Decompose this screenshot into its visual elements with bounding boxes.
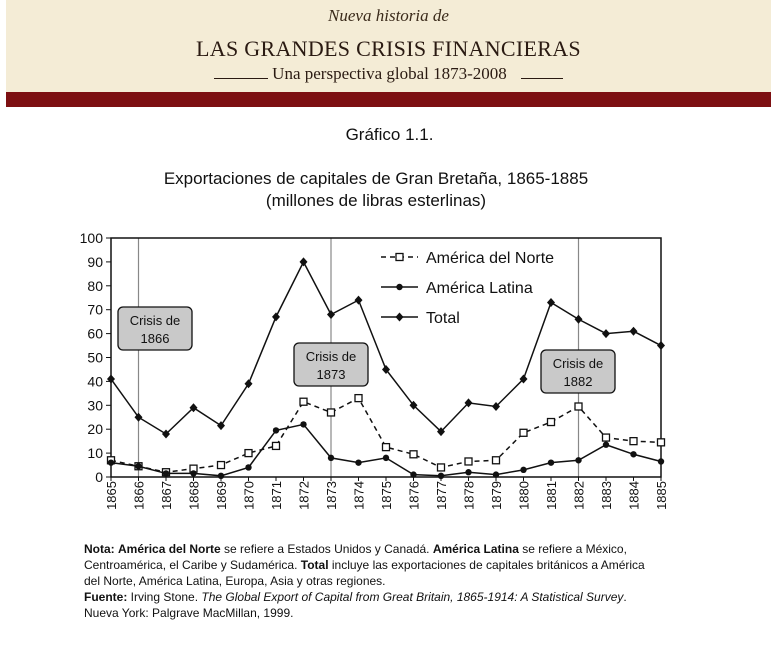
data-point-am-rica-del-norte (658, 439, 665, 446)
nota-text-1: se refiere a Estados Unidos y Canadá. (220, 542, 433, 556)
x-tick-label: 1869 (214, 481, 229, 510)
data-point-am-rica-del-norte (575, 403, 582, 410)
data-point-am-rica-del-norte (273, 442, 280, 449)
data-point-total (355, 296, 363, 305)
book-title: LAS GRANDES CRISIS FINANCIERAS (196, 36, 581, 61)
data-point-am-rica-del-norte (630, 438, 637, 445)
crisis-annotation-1866 (118, 307, 192, 350)
data-point-am-rica-latina (493, 471, 499, 477)
data-point-am-rica-del-norte (218, 462, 225, 469)
data-point-am-rica-latina (273, 427, 279, 433)
y-tick-label: 90 (87, 253, 103, 270)
x-tick-label: 1883 (599, 481, 614, 510)
x-tick-label: 1867 (159, 481, 174, 510)
crisis-label-line1: Crisis de (305, 349, 357, 364)
x-tick-label: 1873 (324, 481, 339, 510)
crisis-label-line1: Crisis de (129, 313, 181, 328)
y-tick-label: 10 (87, 445, 103, 462)
data-point-total (657, 341, 665, 350)
data-point-total (575, 315, 583, 324)
y-tick-label: 40 (87, 373, 103, 390)
data-point-am-rica-del-norte (410, 451, 417, 458)
y-tick-label: 70 (87, 301, 103, 318)
fuente-book-title: The Global Export of Capital from Great Britain, 1865-1914: A Statistical Survey (201, 590, 624, 604)
crisis-annotation-1873 (294, 343, 368, 386)
x-tick-label: 1879 (489, 481, 504, 510)
data-point-am-rica-del-norte (383, 444, 390, 451)
series-title: Nueva historia de (328, 6, 449, 25)
data-point-am-rica-latina (218, 473, 224, 479)
nota-term-latin-america: América Latina (432, 542, 519, 556)
x-tick-label: 1872 (296, 481, 312, 510)
y-tick-label: 30 (87, 397, 103, 414)
fuente-publisher: . Nueva York: Palgrave MacMillan, 1999. (84, 590, 627, 620)
data-point-total (272, 312, 280, 321)
data-point-am-rica-del-norte (520, 429, 527, 436)
crisis-label-year: 1882 (563, 374, 593, 389)
data-point-am-rica-del-norte (438, 464, 445, 471)
x-tick-label: 1885 (654, 481, 669, 510)
x-tick-label: 1868 (186, 481, 202, 510)
x-tick-label: 1870 (241, 481, 257, 510)
data-point-total (630, 327, 638, 336)
fuente-label: Fuente: (84, 590, 128, 604)
nota-term-north-america: América del Norte (118, 542, 221, 556)
x-tick-label: 1882 (571, 481, 587, 510)
x-tick-label: 1881 (544, 481, 559, 510)
x-tick-label: 1865 (104, 481, 119, 510)
data-point-total (602, 329, 610, 338)
legend-label-total: Total (426, 310, 460, 327)
data-point-am-rica-latina (465, 469, 471, 475)
data-point-am-rica-del-norte (603, 434, 610, 441)
data-point-am-rica-latina (603, 442, 609, 448)
data-point-am-rica-del-norte (328, 409, 335, 416)
data-point-am-rica-del-norte (300, 398, 307, 405)
crisis-label-year: 1866 (140, 331, 170, 346)
data-point-am-rica-latina (355, 459, 361, 465)
nota-text-3: incluye las exportaciones de capitales británicos a América del Norte, América Latina, Europa, Asia y otras regiones. (84, 558, 645, 588)
x-tick-label: 1877 (434, 481, 449, 510)
nota-text-2: se refiere a México, Centroamérica, el Caribe y Sudamérica. (84, 542, 627, 572)
data-point-am-rica-del-norte (493, 457, 500, 464)
data-point-am-rica-latina (383, 455, 389, 461)
data-point-am-rica-del-norte (245, 450, 252, 457)
data-point-am-rica-latina (245, 464, 251, 470)
data-point-am-rica-latina (658, 458, 664, 464)
x-tick-label: 1880 (516, 481, 532, 510)
y-tick-label: 80 (87, 277, 103, 294)
crisis-label-year: 1873 (316, 367, 346, 382)
y-tick-label: 100 (79, 230, 103, 246)
data-point-am-rica-latina (438, 473, 444, 479)
crisis-label-line1: Crisis de (552, 356, 604, 371)
data-point-am-rica-latina (190, 470, 196, 476)
book-subtitle-text: Una perspectiva global 1873-2008 (272, 64, 507, 83)
data-point-am-rica-latina (575, 457, 581, 463)
figure-notes (84, 541, 659, 621)
x-tick-label: 1878 (461, 481, 477, 510)
x-tick-label: 1875 (379, 481, 394, 510)
y-tick-label: 0 (95, 469, 103, 485)
data-point-am-rica-del-norte (355, 395, 362, 402)
data-point-am-rica-latina (163, 470, 169, 476)
x-tick-label: 1866 (131, 481, 147, 510)
nota-paragraph (84, 541, 659, 589)
data-point-am-rica-latina (630, 451, 636, 457)
data-point-am-rica-latina (108, 459, 114, 465)
data-point-total (327, 310, 335, 319)
figure-label: Gráfico 1.1. (345, 125, 434, 144)
data-point-am-rica-del-norte (465, 458, 472, 465)
crisis-annotation-1882 (541, 350, 615, 393)
x-tick-label: 1876 (406, 481, 422, 510)
data-point-am-rica-latina (548, 459, 554, 465)
data-point-am-rica-del-norte (548, 419, 555, 426)
y-tick-label: 20 (87, 421, 103, 438)
data-point-total (547, 298, 555, 307)
figure-title-line2: (millones de libras esterlinas) (265, 191, 487, 210)
legend-marker-total (396, 313, 404, 322)
fuente-paragraph (84, 589, 659, 621)
y-tick-label: 60 (87, 325, 103, 342)
nota-label: Nota: (84, 542, 115, 556)
data-point-am-rica-latina (328, 455, 334, 461)
x-tick-label: 1874 (351, 481, 367, 510)
data-point-am-rica-latina (520, 467, 526, 473)
data-point-total (300, 257, 308, 266)
y-tick-label: 50 (87, 349, 103, 366)
nota-term-total: Total (300, 558, 329, 572)
legend-marker-am-rica-latina (396, 284, 402, 290)
legend-label-am-rica-del-norte: América del Norte (426, 250, 555, 267)
figure-title-line1: Exportaciones de capitales de Gran Bretaña, 1865-1885 (163, 169, 589, 188)
legend-marker-am-rica-del-norte (396, 254, 403, 261)
legend-label-am-rica-latina: América Latina (426, 280, 533, 297)
fuente-author: Irving Stone. (127, 590, 202, 604)
data-point-am-rica-latina (135, 463, 141, 469)
x-tick-label: 1871 (269, 481, 284, 510)
x-tick-label: 1884 (626, 481, 642, 510)
data-point-am-rica-latina (300, 421, 306, 427)
data-point-am-rica-latina (410, 471, 416, 477)
